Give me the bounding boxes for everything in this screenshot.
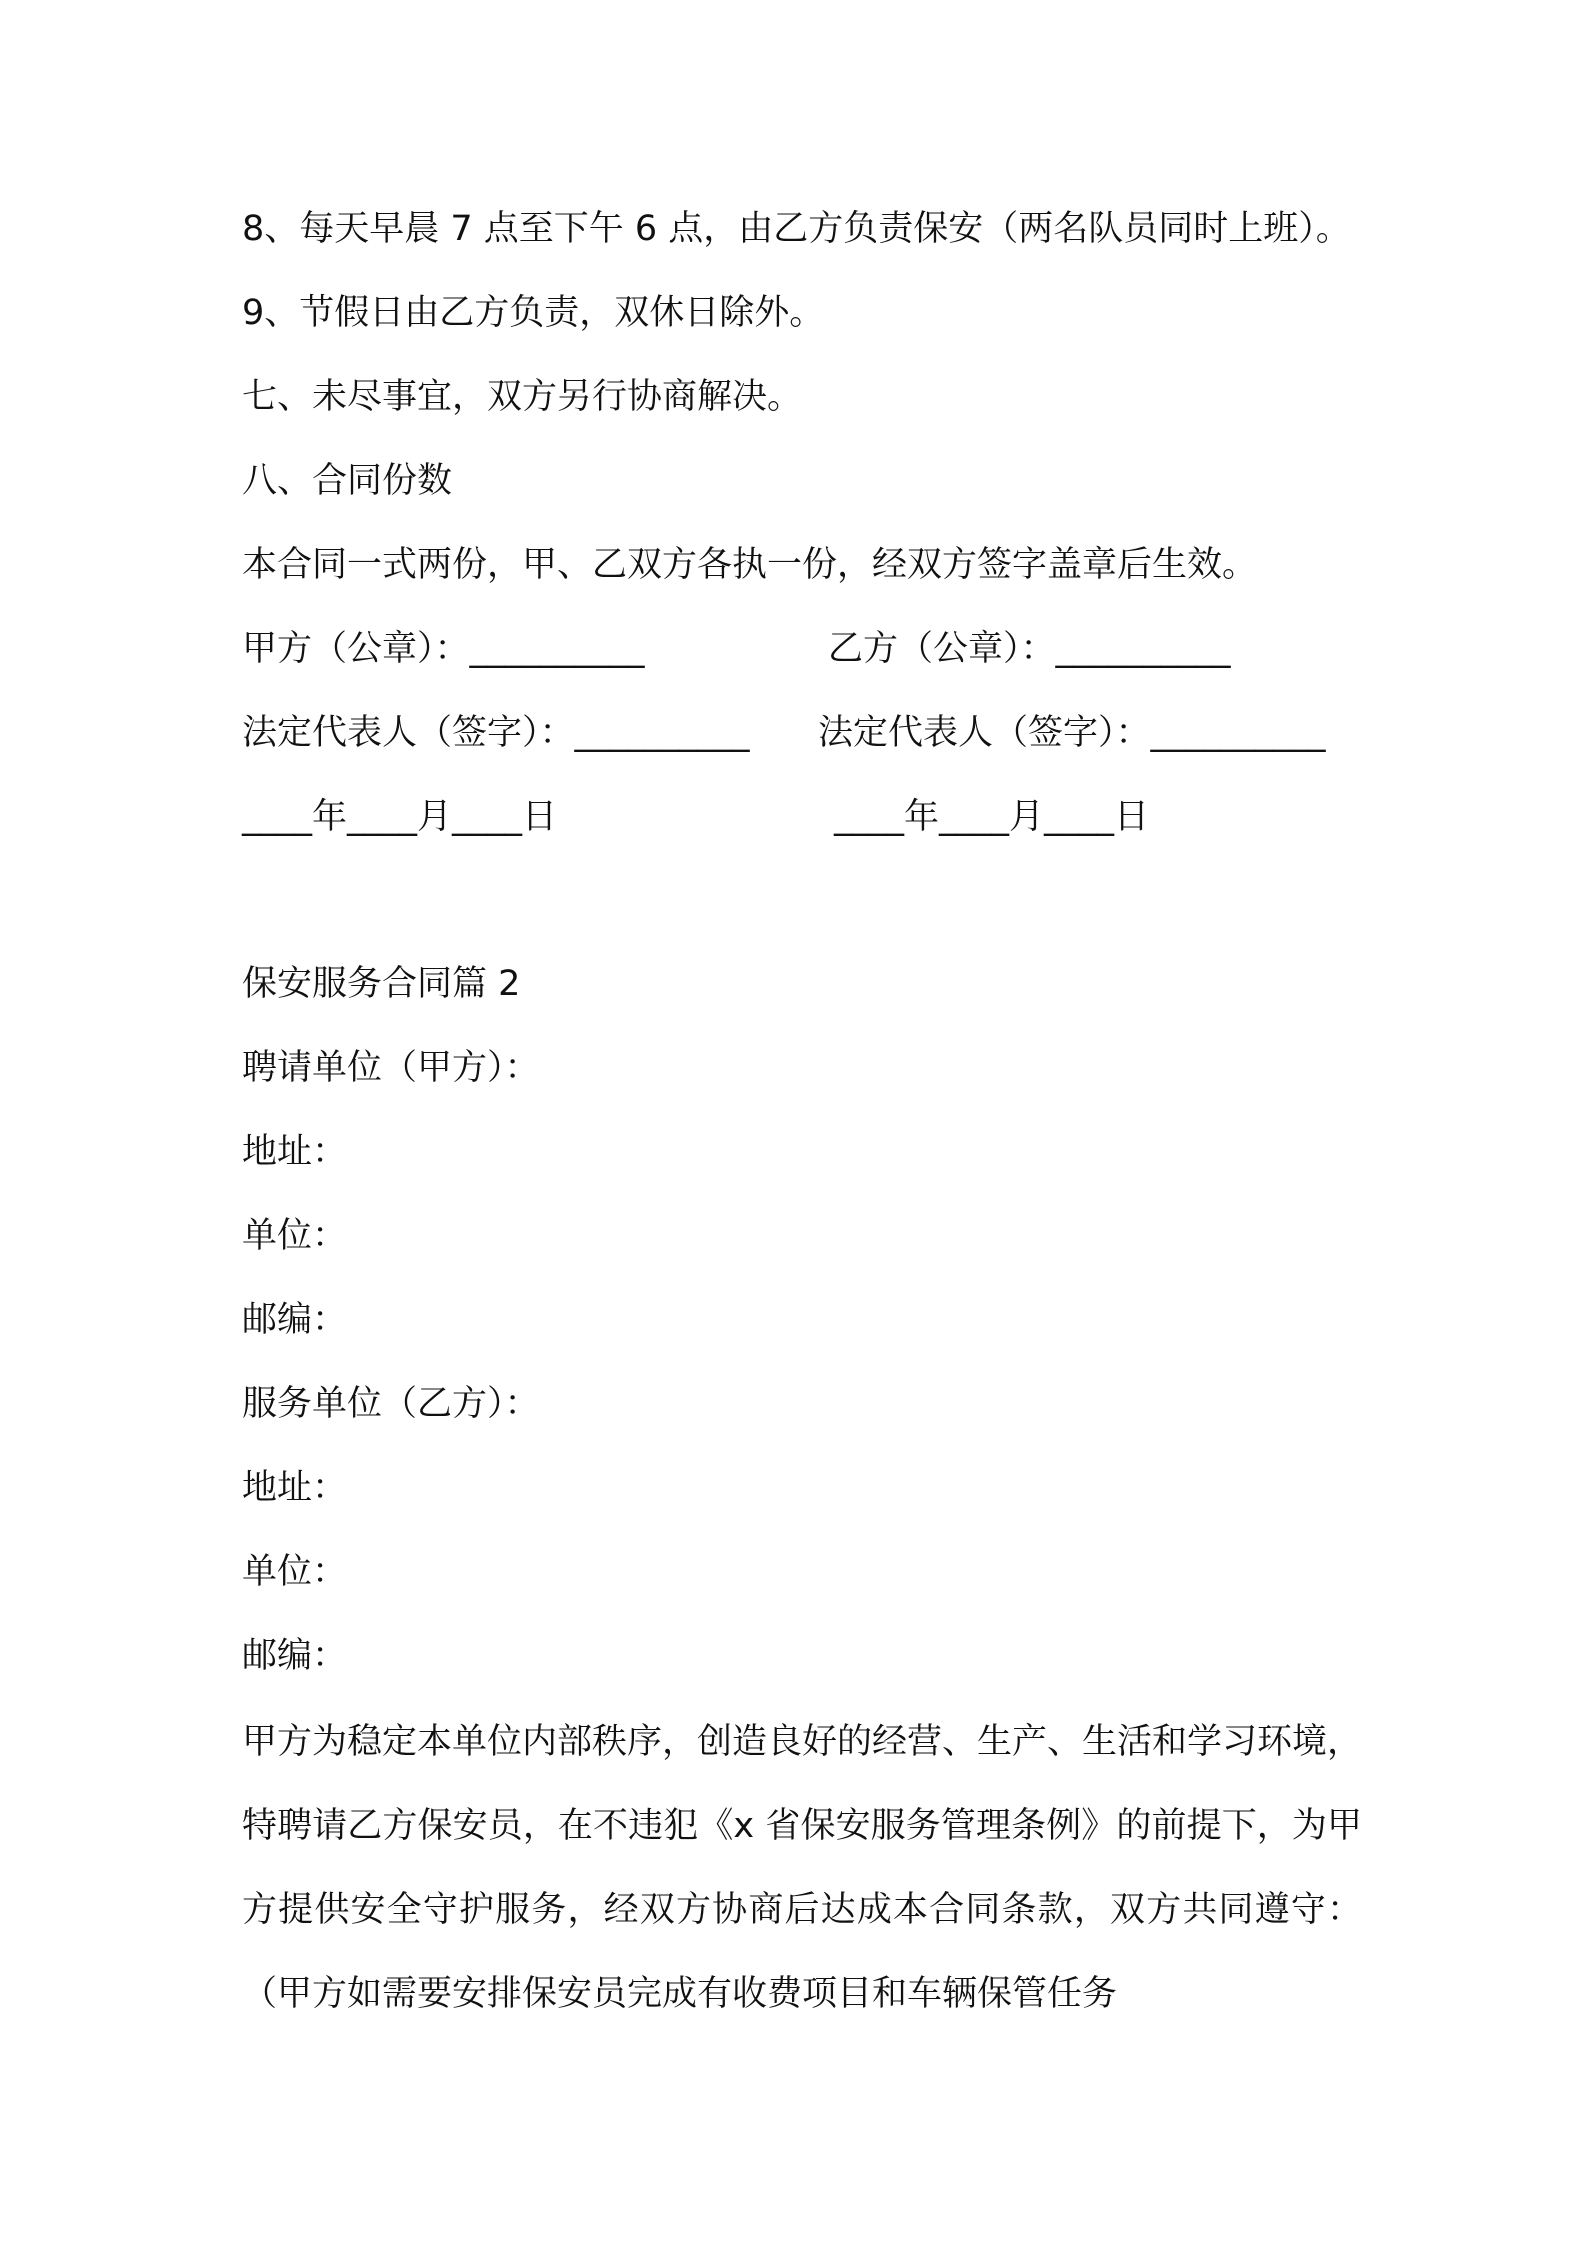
party-a-seal: 甲方（公章）：__________ [242,629,645,669]
provider-unit: 单位： [242,1552,348,1592]
employer-unit: 单位： [242,1216,348,1256]
provider-address: 地址： [242,1468,348,1508]
employer-label: 聘请单位（甲方）： [242,1048,540,1088]
contract-2-intro: 甲方为稳定本单位内部秩序，创造良好的经营、生产、生活和学习环境，特聘请乙方保安员，在不违犯《x 省保安服务管理条例》的前提下，为甲方提供安全守护服务，经双方协商后达成本合同条款，双方共同遵守：（甲方如需要安排保安员完成有收费项目和车辆保管任务 [242,1722,1363,2014]
section-8-body: 本合同一式两份，甲、乙双方各执一份，经双方签字盖章后生效。 [242,545,1258,585]
party-a-representative: 法定代表人（签字）：__________ [242,713,750,753]
party-a-date: ____年____月____日 [242,797,558,837]
employer-address: 地址： [242,1132,348,1172]
section-7: 七、未尽事宜，双方另行协商解决。 [242,377,803,417]
party-b-representative: 法定代表人（签字）：__________ [818,713,1326,753]
provider-postcode: 邮编： [242,1636,348,1676]
party-b-seal: 乙方（公章）：__________ [828,629,1231,669]
employer-postcode: 邮编： [242,1300,348,1340]
clause-9: 9、节假日由乙方负责，双休日除外。 [242,293,825,333]
provider-label: 服务单位（乙方）： [242,1384,540,1424]
document-page [242,0,1362,2244]
section-8-title: 八、合同份数 [242,461,453,501]
contract-2-title: 保安服务合同篇 2 [242,964,521,1004]
clause-8: 8、每天早晨 7 点至下午 6 点，由乙方负责保安（两名队员同时上班）。 [242,209,1351,249]
party-b-date: ____年____月____日 [834,797,1150,837]
